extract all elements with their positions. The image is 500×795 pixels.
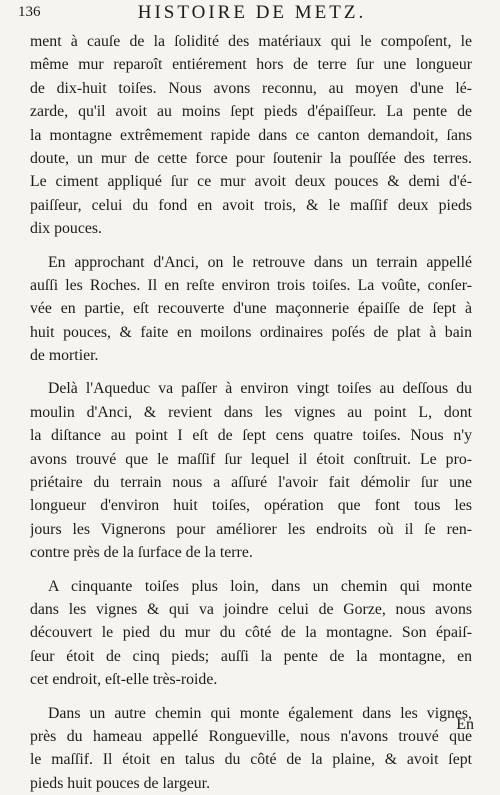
text-line: découvert le pied du mur du côté de la montagne. Son épaiſ-	[30, 624, 472, 642]
text-line: En approchant d'Anci, on le retrouve dans un terrain appellé	[48, 253, 472, 271]
page-number: 136	[18, 4, 41, 20]
text-line: Dans un autre chemin qui monte également dans les vignes,	[48, 704, 472, 722]
text-line: pieds huit pouces de largeur.	[30, 774, 211, 792]
text-line: la montagne extrêmement rapide dans ce canton demandoit, ſans	[30, 126, 472, 144]
text-line: la diſtance au point I eſt de ſept cens quatre toiſes. Nous n'y	[30, 427, 472, 445]
text-line: ſeur étoit de cinq pieds; auſſi la pente de la montagne, en	[30, 647, 472, 665]
text-line: dix pouces.	[30, 220, 102, 238]
running-title: HISTOIRE DE METZ.	[137, 2, 367, 23]
paragraph-gap	[30, 241, 472, 251]
text-line: avons trouvé que le maſſif ſur lequel il étoit conſtruit. Le pro-	[30, 450, 472, 468]
text-line: Le ciment appliqué ſur ce mur avoit deux pouces & demi d'é-	[30, 173, 472, 191]
text-line: dans les vignes & qui va joindre celui de Gorze, nous avons	[30, 600, 472, 618]
text-line: vée en partie, eſt recouverte d'une maçonnerie épaiſſe de ſept à	[30, 300, 472, 318]
paragraph	[30, 30, 472, 241]
text-line: A cinquante toiſes plus loin, dans un chemin qui monte	[48, 577, 472, 595]
text-line: auſſi les Roches. Il en reſte environ trois toiſes. La voûte, conſer-	[30, 276, 472, 294]
paragraph-gap	[30, 367, 472, 377]
text-line: de dix-huit toiſes. Nous avons reconnu, au moyen d'une lé-	[30, 79, 472, 97]
text-line: cet endroit, eſt-elle très-roide.	[30, 671, 218, 689]
text-line: près du hameau appellé Rongueville, nous n'avons trouvé que	[30, 727, 472, 745]
text-line: huit pouces, & faite en moilons ordinaires poſés de plat à bain	[30, 323, 472, 341]
text-line: jours les Vignerons pour améliorer les endroits où il ſe ren-	[30, 520, 472, 538]
text-line: Delà l'Aqueduc va paſſer à environ vingt toiſes au deſſous du	[48, 380, 472, 398]
text-line: doute, un mur de cette force pour ſoutenir la pouſſée des terres.	[30, 149, 472, 167]
paragraph-gap	[30, 565, 472, 575]
paragraph	[30, 575, 472, 692]
text-line: zarde, qu'il avoit au moins ſept pieds d'épaiſſeur. La pente de	[30, 103, 472, 121]
text-line: moulin d'Anci, & revient dans les vignes au point L, dont	[30, 403, 472, 421]
body-text	[30, 30, 472, 795]
text-line: priétaire du terrain nous a aſſuré l'avoir fait démolir ſur une	[30, 474, 472, 492]
text-line: de mortier.	[30, 347, 99, 365]
text-line: ment à cauſe de la ſolidité des matériaux qui le compoſent, le	[30, 33, 472, 50]
page-header	[18, 2, 486, 28]
catchword: En	[456, 716, 474, 733]
text-line: contre près de la ſurface de la terre.	[30, 544, 253, 562]
paragraph	[30, 251, 472, 368]
paragraph-gap	[30, 692, 472, 702]
text-line: même mur reparoît entiérement hors de terre ſur une longueur	[30, 56, 472, 74]
paragraph	[30, 377, 472, 564]
text-line: longueur d'environ huit toiſes, opération que font tous les	[30, 497, 472, 515]
paragraph	[30, 702, 472, 795]
text-line: le maſſif. Il étoit en talus du côté de la plaine, & avoit ſept	[30, 751, 472, 769]
text-line: paiſſeur, celui du fond en avoit trois, & le maſſif deux pieds	[30, 196, 472, 214]
